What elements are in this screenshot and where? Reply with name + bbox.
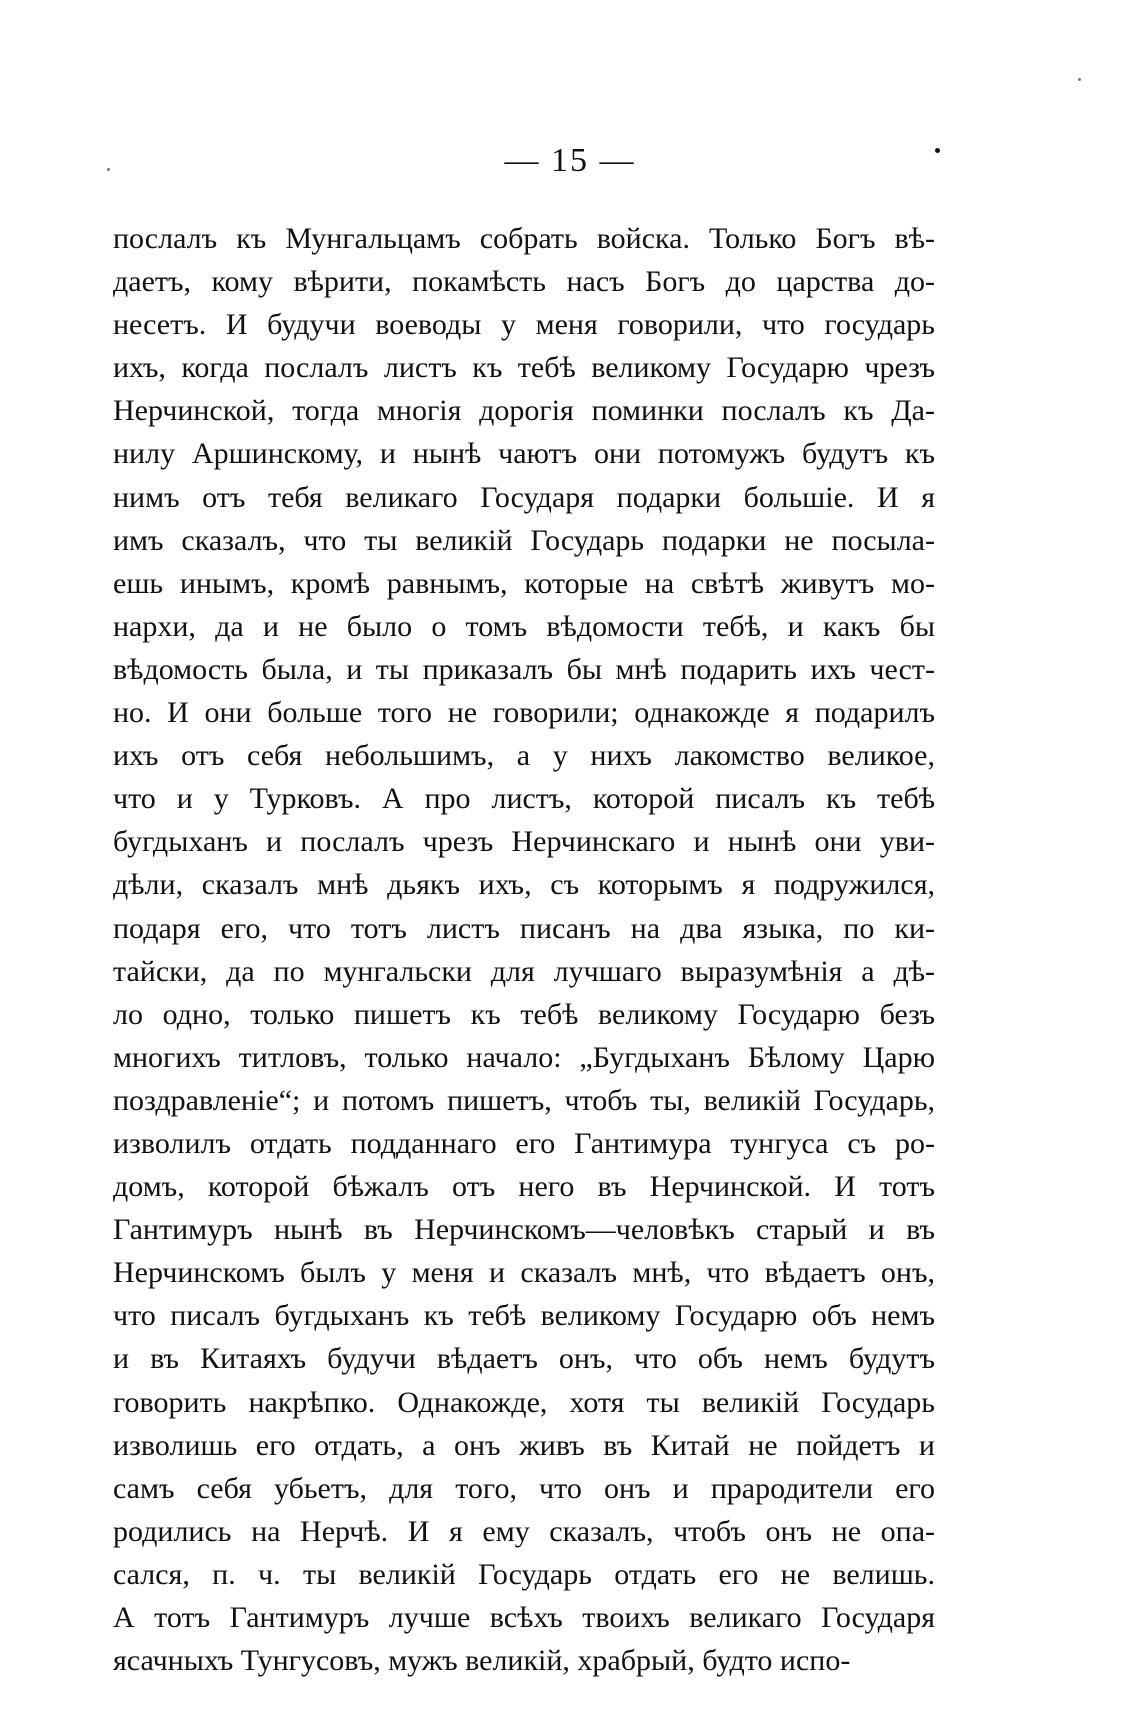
text-line: ешь инымъ, кромѣ равнымъ, которые на свѣтѣ живутъ мо- bbox=[113, 566, 935, 600]
text-line: что писалъ бугдыханъ къ тебѣ великому Государю объ немъ bbox=[113, 1299, 935, 1333]
text-line: Нерчинской, тогда многія дорогія поминки послалъ къ Да- bbox=[113, 394, 935, 428]
text-line: нимъ отъ тебя великаго Государя подарки большіе. И я bbox=[113, 480, 935, 514]
text-line: домъ, которой бѣжалъ отъ него въ Нерчинской. И тотъ bbox=[113, 1170, 935, 1204]
page-number: — 15 — bbox=[504, 142, 636, 179]
scan-speck bbox=[1078, 78, 1081, 81]
text-line: ясачныхъ Тунгусовъ, мужъ великій, храбрый, будто испо- bbox=[113, 1644, 851, 1678]
text-line: родились на Нерчѣ. И я ему сказалъ, чтобъ онъ не опа- bbox=[113, 1514, 935, 1548]
text-line: ло одно, только пишетъ къ тебѣ великому Государю безъ bbox=[113, 997, 935, 1031]
text-line: ихъ, когда послалъ листъ къ тебѣ великому Государю чрезъ bbox=[113, 351, 935, 385]
text-line: многихъ титловъ, только начало: „Бугдыханъ Бѣлому Царю bbox=[113, 1040, 935, 1074]
text-line: Гантимуръ нынѣ въ Нерчинскомъ—человѣкъ старый и въ bbox=[113, 1213, 935, 1247]
text-line: несетъ. И будучи воеводы у меня говорили, что государь bbox=[113, 308, 935, 342]
text-line: ихъ отъ себя небольшимъ, а у нихъ лакомство великое, bbox=[113, 739, 935, 773]
text-line: говорить накрѣпко. Однакожде, хотя ты великій Государь bbox=[113, 1385, 935, 1419]
text-line: А тотъ Гантимуръ лучше всѣхъ твоихъ великаго Государя bbox=[113, 1601, 935, 1634]
text-line: тайски, да по мунгальски для лучшаго выразумѣнія а дѣ- bbox=[113, 954, 935, 988]
text-line: самъ себя убьетъ, для того, что онъ и прародители его bbox=[113, 1471, 935, 1505]
text-line: сался, п. ч. ты великій Государь отдать его не велишь. bbox=[113, 1557, 935, 1591]
ink-dot bbox=[935, 148, 940, 153]
text-line: имъ сказалъ, что ты великій Государь подарки не посыла- bbox=[113, 523, 935, 557]
text-line: Нерчинскомъ былъ у меня и сказалъ мнѣ, что вѣдаетъ онъ, bbox=[113, 1256, 935, 1290]
text-line: нархи, да и не было о томъ вѣдомости тебѣ, и какъ бы bbox=[113, 609, 935, 643]
text-line: поздравленіе“; и потомъ пишетъ, чтобъ ты, великій Государь, bbox=[113, 1083, 935, 1117]
body-text bbox=[113, 217, 935, 1682]
scan-speck bbox=[107, 168, 110, 171]
text-line: послалъ къ Мунгальцамъ собрать войска. Только Богъ вѣ- bbox=[113, 222, 935, 255]
text-line: подаря его, что тотъ листъ писанъ на два языка, по ки- bbox=[113, 911, 935, 945]
text-line: бугдыханъ и послалъ чрезъ Нерчинскаго и нынѣ они уви- bbox=[113, 825, 935, 859]
text-line: даетъ, кому вѣрити, покамѣсть насъ Богъ до царства до- bbox=[113, 265, 935, 299]
text-line: нилу Аршинскому, и нынѣ чаютъ они потомужъ будутъ къ bbox=[113, 437, 935, 471]
text-line: изволишь его отдать, а онъ живъ въ Китай не пойдетъ и bbox=[113, 1428, 935, 1462]
text-line: вѣдомость была, и ты приказалъ бы мнѣ подарить ихъ чест- bbox=[113, 652, 935, 686]
text-line: дѣли, сказалъ мнѣ дьякъ ихъ, съ которымъ я подружился, bbox=[113, 868, 935, 902]
text-line: но. И они больше того не говорили; однакожде я подарилъ bbox=[113, 696, 935, 730]
text-line: изволилъ отдать подданнаго его Гантимура тунгуса съ ро- bbox=[113, 1126, 935, 1160]
text-line: и въ Китаяхъ будучи вѣдаетъ онъ, что объ немъ будутъ bbox=[113, 1342, 935, 1376]
text-line: что и у Турковъ. А про листъ, которой писалъ къ тебѣ bbox=[113, 782, 935, 816]
